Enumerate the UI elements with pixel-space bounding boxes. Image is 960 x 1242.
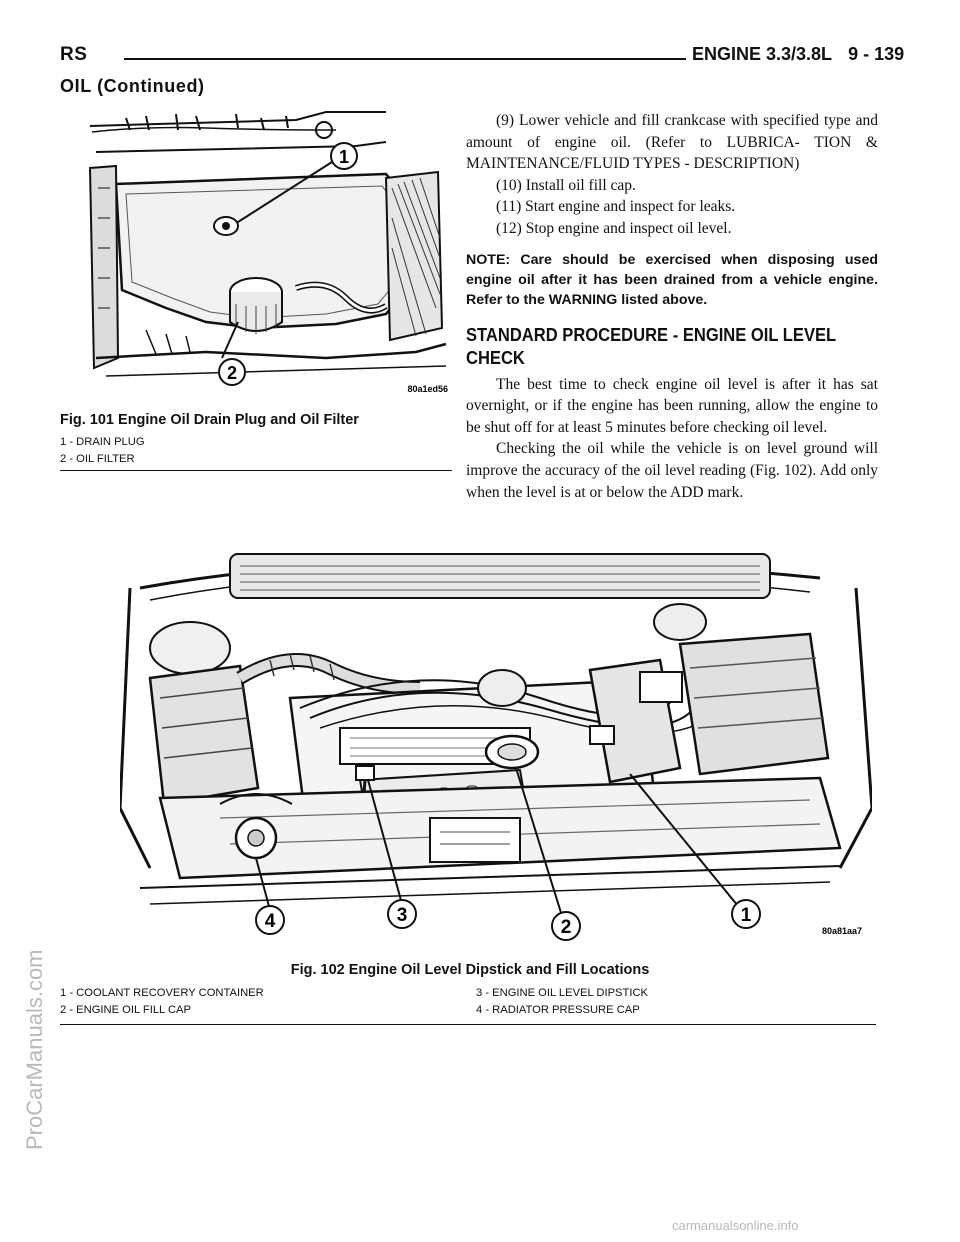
fig102-legend-item: 1 - COOLANT RECOVERY CONTAINER	[60, 987, 264, 999]
fig101-code: 80a1ed56	[407, 384, 448, 394]
step-10: (10) Install oil fill cap.	[496, 176, 636, 194]
fig102-callout-1: 1	[740, 905, 752, 926]
paragraph-1: The best time to check engine oil level is after it has sat overnight, or if the engine has been running, allow the engine to be shut off for at least 5 minutes before checking oil level.	[466, 375, 878, 436]
step-9: (9) Lower vehicle and fill crankcase with specified type and amount of engine oil. (Refer to LUBRICA- TION & MAINTENANCE/FLUID TYPES - DESCRIPTION)	[466, 112, 878, 173]
paragraph-2: Checking the oil while the vehicle is on level ground will improve the accuracy of the oil level reading (Fig. 102). Add only when the level is at or below the ADD mark.	[466, 440, 878, 501]
header-right	[692, 44, 904, 65]
figure-101-legend	[60, 434, 145, 468]
note-text: NOTE: Care should be exercised when disposing used engine oil after it has been drained from a vehicle engine. Refer to the WARNING listed above.	[466, 251, 878, 308]
fig101-legend-item: 2 - OIL FILTER	[60, 453, 135, 465]
figure-102-legend-left	[60, 985, 264, 1019]
section-title: STANDARD PROCEDURE - ENGINE OIL LEVEL CHECK	[466, 324, 836, 368]
figure-102-caption: Fig. 102 Engine Oil Level Dipstick and Fill Locations	[290, 962, 650, 978]
header-rule	[124, 58, 686, 60]
figure-101-illustration	[86, 108, 452, 404]
fig101-legend-item: 1 - DRAIN PLUG	[60, 436, 145, 448]
figure-101-rule	[60, 470, 452, 471]
side-watermark: ProCarManuals.com	[22, 949, 47, 1150]
fig102-legend-item: 4 - RADIATOR PRESSURE CAP	[476, 1004, 640, 1016]
body-text-column	[466, 110, 878, 503]
step-12: (12) Stop engine and inspect oil level.	[496, 219, 732, 237]
fig102-callout-4: 4	[264, 911, 276, 932]
section-continued-title: OIL (Continued)	[60, 76, 205, 96]
step-11: (11) Start engine and inspect for leaks.	[496, 198, 736, 216]
fig102-callout-3: 3	[396, 905, 408, 926]
page-number: 9 - 139	[848, 44, 905, 64]
fig102-legend-item: 2 - ENGINE OIL FILL CAP	[60, 1004, 191, 1016]
fig102-legend-item: 3 - ENGINE OIL LEVEL DIPSTICK	[476, 987, 649, 999]
figure-102-legend-right	[476, 985, 648, 1019]
fig101-callout-1: 1	[338, 147, 350, 167]
figure-102-illustration	[120, 548, 872, 946]
fig101-callout-2: 2	[226, 363, 238, 383]
header-title: ENGINE 3.3/3.8L	[692, 44, 833, 64]
fig102-callout-2: 2	[560, 917, 572, 938]
header-section-code: RS	[60, 44, 88, 65]
fig102-code: 80a81aa7	[821, 926, 862, 936]
figure-101-caption: Fig. 101 Engine Oil Drain Plug and Oil Filter	[60, 412, 359, 428]
footer-watermark: carmanualsonline.info	[672, 1218, 799, 1233]
figure-102-rule	[60, 1024, 876, 1025]
